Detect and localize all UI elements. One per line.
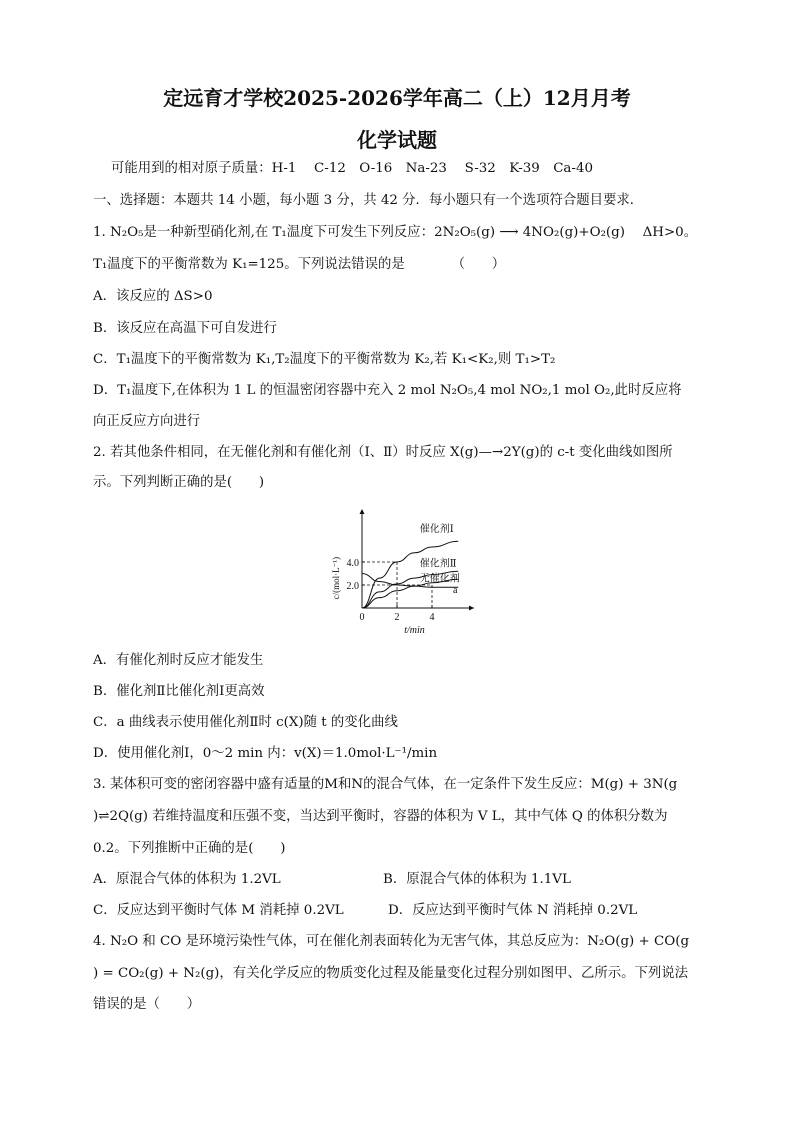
q1-option-d-line2: 向正反应方向进行 — [93, 414, 201, 429]
q1-stem-line1: 1. N₂O₅是一种新型硝化剂,在 T₁温度下可发生下列反应：2N₂O₅(g) ⟶ 4NO₂(g)+O₂(g) ΔH>0。 — [93, 225, 698, 240]
q2-stem-line1: 2. 若其他条件相同，在无催化剂和有催化剂（Ⅰ、Ⅱ）时反应 X(g)—→2Y(g)的 c-t 变化曲线如图所 — [93, 445, 673, 460]
atomic-masses: 可能用到的相对原子质量：H-1 C-12 O-16 Na-23 S-32 K-39 Ca-40 — [111, 161, 593, 176]
q3-stem-line3: 0.2。下列推断中正确的是( ) — [93, 841, 286, 856]
q4-stem-line2: ) = CO₂(g) + N₂(g)，有关化学反应的物质变化过程及能量变化过程分别如图甲、乙所示。下列说法 — [93, 966, 689, 981]
x-tick-label: 4 — [429, 612, 435, 623]
y-axis-label: c/(mol·L⁻¹) — [331, 556, 341, 600]
curve-label: a — [453, 585, 458, 597]
concentration-time-chart — [325, 505, 480, 635]
q2-stem-line2: 示。下列判断正确的是( ) — [93, 475, 265, 490]
section-heading: 一、选择题：本题共 14 小题，每小题 3 分，共 42 分．每小题只有一个选项符合题目要求． — [93, 193, 644, 208]
q3-option-a: A．原混合气体的体积为 1.2VL — [93, 872, 281, 887]
curve-label: 催化剂Ⅰ — [419, 524, 454, 536]
q2-option-a: A．有催化剂时反应才能发生 — [93, 653, 264, 668]
q1-option-b: B．该反应在高温下可自发进行 — [93, 321, 277, 336]
q3-stem-line1: 3. 某体积可变的密闭容器中盛有适量的M和N的混合气体，在一定条件下发生反应：M(g) + 3N(g — [93, 777, 678, 792]
x-axis-arrow — [469, 606, 474, 611]
x-axis-label: t/min — [404, 625, 425, 635]
q3-stem-line2: )⇌2Q(g) 若维持温度和压强不变，当达到平衡时，容器的体积为 V L，其中气体 Q 的体积分数为 — [93, 809, 668, 824]
q2-option-c: C．a 曲线表示使用催化剂Ⅱ时 c(X)随 t 的变化曲线 — [93, 715, 398, 730]
y-axis-arrow — [360, 509, 365, 514]
q2-option-b: B．催化剂Ⅱ比催化剂Ⅰ更高效 — [93, 684, 265, 699]
q1-stem-line2: T₁温度下的平衡常数为 K₁=125。下列说法错误的是 （ ） — [93, 257, 506, 272]
q4-stem-line3: 错误的是（ ） — [93, 997, 201, 1012]
curve-label: 催化剂Ⅱ — [419, 558, 457, 570]
exam-title: 定远育才学校2025-2026学年高二（上）12月月考 — [163, 86, 631, 110]
q2-option-d: D．使用催化剂Ⅰ，0～2 min 内：v(X)＝1.0mol·L⁻¹/min — [93, 746, 438, 761]
x-tick-label: 2 — [394, 612, 400, 623]
q1-option-d-line1: D．T₁温度下,在体积为 1 L 的恒温密闭容器中充入 2 mol N₂O₅,4 mol NO₂,1 mol O₂,此时反应将 — [93, 383, 682, 398]
y-tick-label: 2.0 — [346, 581, 359, 592]
q3-option-d: D．反应达到平衡时气体 N 消耗掉 0.2VL — [388, 903, 638, 918]
curve-label: 无催化剂 — [419, 573, 460, 585]
exam-subtitle: 化学试题 — [357, 128, 437, 152]
q3-option-b: B．原混合气体的体积为 1.1VL — [383, 872, 571, 887]
q4-stem-line1: 4. N₂O 和 CO 是环境污染性气体，可在催化剂表面转化为无害气体，其总反应为：N₂O(g) + CO(g — [93, 934, 690, 949]
y-tick-label: 4.0 — [346, 558, 359, 569]
q3-option-c: C．反应达到平衡时气体 M 消耗掉 0.2VL — [93, 903, 344, 918]
q1-option-a: A．该反应的 ΔS>0 — [93, 289, 213, 304]
q1-option-c: C．T₁温度下的平衡常数为 K₁,T₂温度下的平衡常数为 K₂,若 K₁<K₂,则 T₁>T₂ — [93, 352, 556, 367]
x-tick-label: 0 — [359, 612, 365, 623]
